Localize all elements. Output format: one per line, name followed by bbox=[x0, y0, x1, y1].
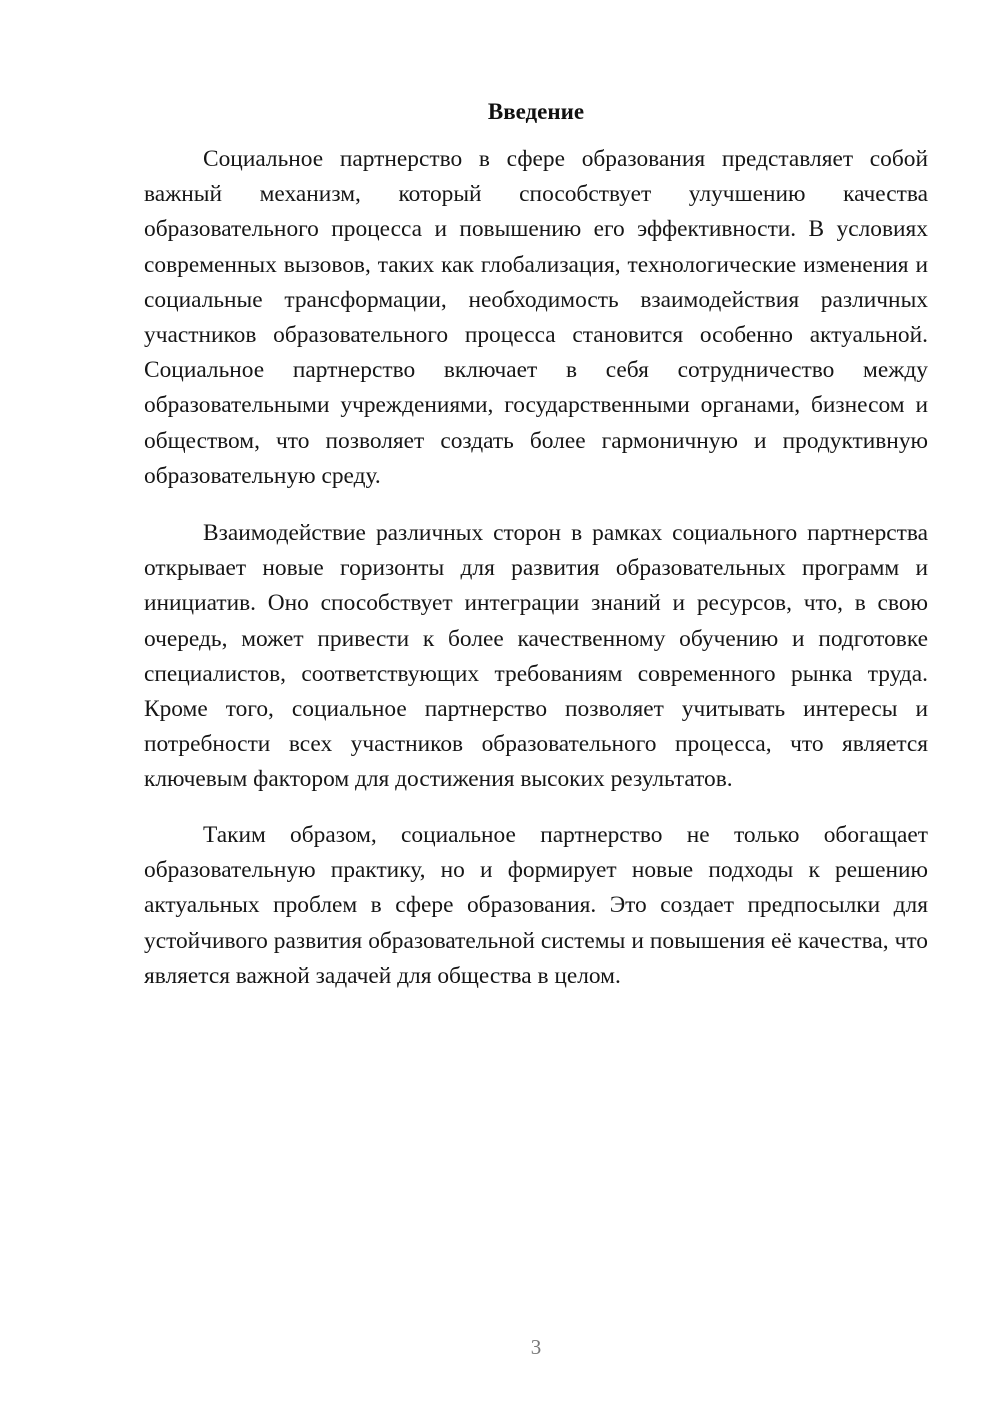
paragraph-3: Таким образом, социальное партнерство не только обогащает образовательную практику, но и формирует новые подходы к решению актуальных проблем в сфере образования. Это создает предпосылки для устойчивого развития образовательной системы и повышения её качества, что является важной задачей для общества в целом. bbox=[144, 822, 928, 989]
paragraph-2: Взаимодействие различных сторон в рамках социального партнерства открывает новые горизонты для развития образовательных программ и инициатив. Оно способствует интеграции знаний и ресурсов, что, в свою очередь, может привести к более качественному обучению и подготовке специалистов, соответствующих требованиям современного рынка труда. Кроме того, социальное партнерство позволяет учитывать интересы и потребности всех участников образовательного процесса, что является ключевым фактором для достижения высоких результатов. bbox=[144, 520, 928, 793]
page-number: 3 bbox=[530, 1335, 542, 1359]
paragraph-1: Социальное партнерство в сфере образования представляет собой важный механизм, который способствует улучшению качества образовательного процесса и повышению его эффективности. В условиях современных вызовов, таких как глобализация, технологические изменения и социальные трансформации, необходимость взаимодействия различных участников образовательного процесса становится особенно актуальной. Социальное партнерство включает в себя сотрудничество между образовательными учреждениями, государственными органами, бизнесом и обществом, что позволяет создать более гармоничную и продуктивную образовательную среду. bbox=[144, 146, 928, 489]
section-title: Введение bbox=[487, 99, 585, 124]
